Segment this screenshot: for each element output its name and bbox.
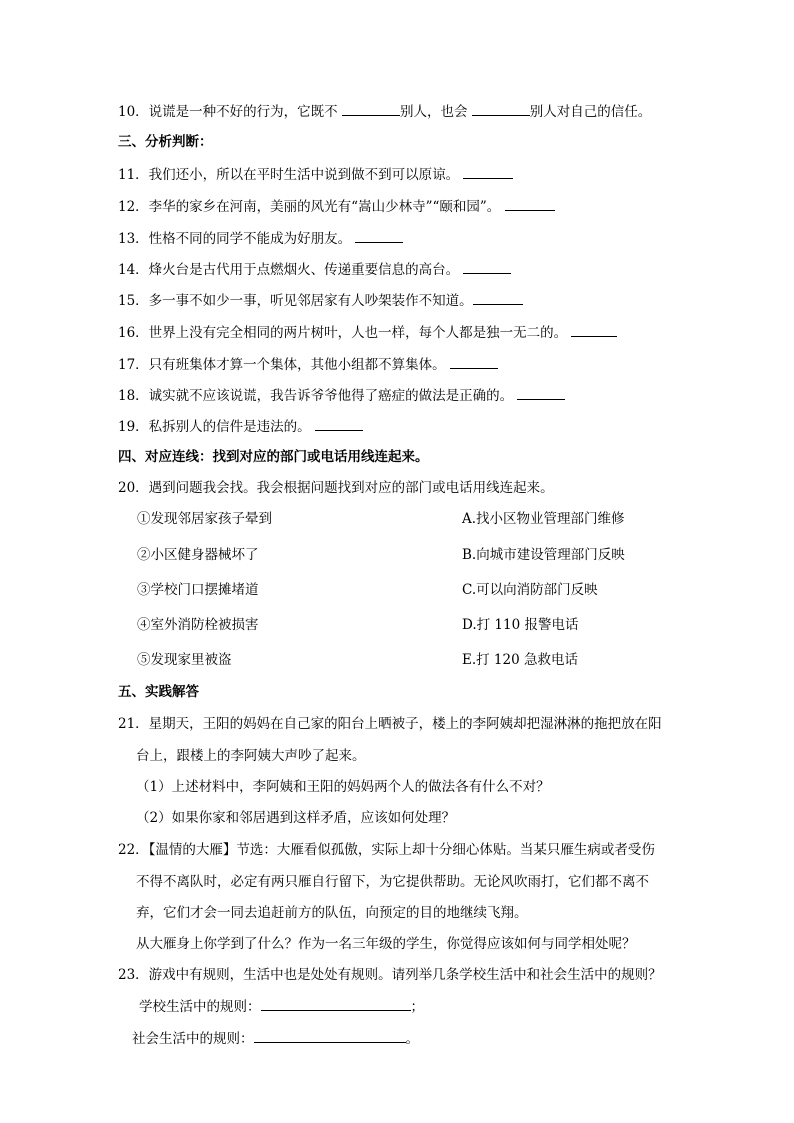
question-12	[118, 196, 555, 217]
punctuation: ；	[410, 999, 424, 1015]
answer-blank[interactable]	[473, 290, 523, 305]
q14-text: 14．烽火台是古代用于点燃烟火、传递重要信息的高台。	[118, 262, 464, 278]
answer-blank[interactable]	[450, 354, 498, 369]
question-21-line-2: 台上，跟楼上的李阿姨大声吵了起来。	[136, 748, 366, 764]
match-left-item[interactable]: ①发现邻居家孩子晕到	[137, 511, 272, 527]
q10-text-c: 别人对自己的信任。	[529, 104, 652, 120]
answer-blank[interactable]	[315, 416, 363, 431]
answer-blank[interactable]	[505, 196, 555, 211]
answer-blank[interactable]	[463, 164, 513, 179]
school-rules-blank[interactable]	[261, 996, 411, 1011]
answer-blank[interactable]	[517, 385, 565, 400]
question-19	[118, 416, 363, 437]
answer-blank[interactable]	[463, 259, 511, 274]
q10-text-b: 别人，也会	[399, 104, 472, 120]
match-left-item[interactable]: ③学校门口摆摊堵道	[137, 582, 259, 598]
question-17	[118, 354, 498, 375]
section-5-heading: 五、实践解答	[118, 684, 199, 700]
school-rules-line	[139, 996, 424, 1017]
question-11	[118, 164, 513, 185]
question-13	[118, 228, 403, 249]
question-15	[118, 290, 523, 311]
question-22-line-1: 22．【温情的大雁】节选：大雁看似孤傲，实际上却十分细心体贴。当某只雁生病或者受伤	[118, 842, 655, 858]
society-rules-blank[interactable]	[254, 1028, 406, 1043]
match-right-item[interactable]: E.打 120 急救电话	[462, 652, 578, 668]
answer-blank[interactable]	[355, 228, 403, 243]
question-14	[118, 259, 511, 280]
question-21-line-1: 21．星期天，王阳的妈妈在自己家的阳台上晒被子，楼上的李阿姨却把湿淋淋的拖把放在阳	[118, 716, 662, 732]
match-right-item[interactable]: B.向城市建设管理部门反映	[462, 547, 625, 563]
match-left-item[interactable]: ⑤发现家里被盗	[137, 652, 232, 668]
punctuation: 。	[405, 1031, 419, 1047]
question-22-line-2: 不得不离队时，必定有两只雁自行留下，为它提供帮助。无论风吹雨打，它们都不离不	[136, 874, 649, 890]
q10-text-a: 10．说谎是一种不好的行为，它既不	[118, 104, 342, 120]
society-rules-line	[132, 1028, 419, 1049]
question-22-line-4: 从大雁身上你学到了什么？作为一名三年级的学生，你觉得应该如何与同学相处呢？	[136, 936, 636, 952]
question-18	[118, 385, 565, 406]
match-left-item[interactable]: ④室外消防栓被损害	[137, 617, 259, 633]
society-rules-label: 社会生活中的规则：	[132, 1031, 254, 1047]
question-21-part-1: （1）上述材料中，李阿姨和王阳的妈妈两个人的做法各有什么不对？	[136, 779, 550, 795]
question-23-line-1: 23．游戏中有规则，生活中也是处处有规则。请列举几条学校生活中和社会生活中的规则？	[118, 967, 662, 983]
q18-text: 18．诚实就不应该说谎，我告诉爷爷他得了癌症的做法是正确的。	[118, 388, 518, 404]
q16-text: 16．世界上没有完全相同的两片树叶，人也一样，每个人都是独一无二的。	[118, 325, 572, 341]
answer-blank[interactable]	[472, 101, 530, 116]
school-rules-label: 学校生活中的规则：	[139, 999, 261, 1015]
question-21-part-2: （2）如果你家和邻居遇到这样矛盾，应该如何处理？	[136, 810, 456, 826]
question-10	[118, 101, 651, 122]
match-right-item[interactable]: C.可以向消防部门反映	[462, 582, 598, 598]
match-right-item[interactable]: D.打 110 报警电话	[462, 617, 579, 633]
section-3-heading: 三、分析判断：	[118, 134, 213, 150]
q12-text: 12．李华的家乡在河南，美丽的风光有“嵩山少林寺”“颐和园”。	[118, 199, 505, 215]
section-4-heading: 四、对应连线：找到对应的部门或电话用线连起来。	[118, 449, 429, 465]
q13-text: 13．性格不同的同学不能成为好朋友。	[118, 231, 356, 247]
q19-text: 19．私拆别人的信件是违法的。	[118, 419, 315, 435]
match-left-item[interactable]: ②小区健身器械坏了	[137, 547, 259, 563]
q11-text: 11．我们还小，所以在平时生活中说到做不到可以原谅。	[118, 167, 464, 183]
answer-blank[interactable]	[571, 322, 617, 337]
match-right-item[interactable]: A.找小区物业管理部门维修	[462, 511, 625, 527]
question-16	[118, 322, 617, 343]
question-22-line-3: 弃，它们才会一同去追赶前方的队伍，向预定的目的地继续飞翔。	[136, 905, 528, 921]
question-20: 20．遇到问题我会找。我会根据问题找到对应的部门或电话用线连起来。	[118, 480, 554, 496]
q15-text: 15．多一事不如少一事，听见邻居家有人吵架装作不知道。	[118, 293, 473, 309]
q17-text: 17．只有班集体才算一个集体，其他小组都不算集体。	[118, 357, 450, 373]
answer-blank[interactable]	[342, 101, 400, 116]
